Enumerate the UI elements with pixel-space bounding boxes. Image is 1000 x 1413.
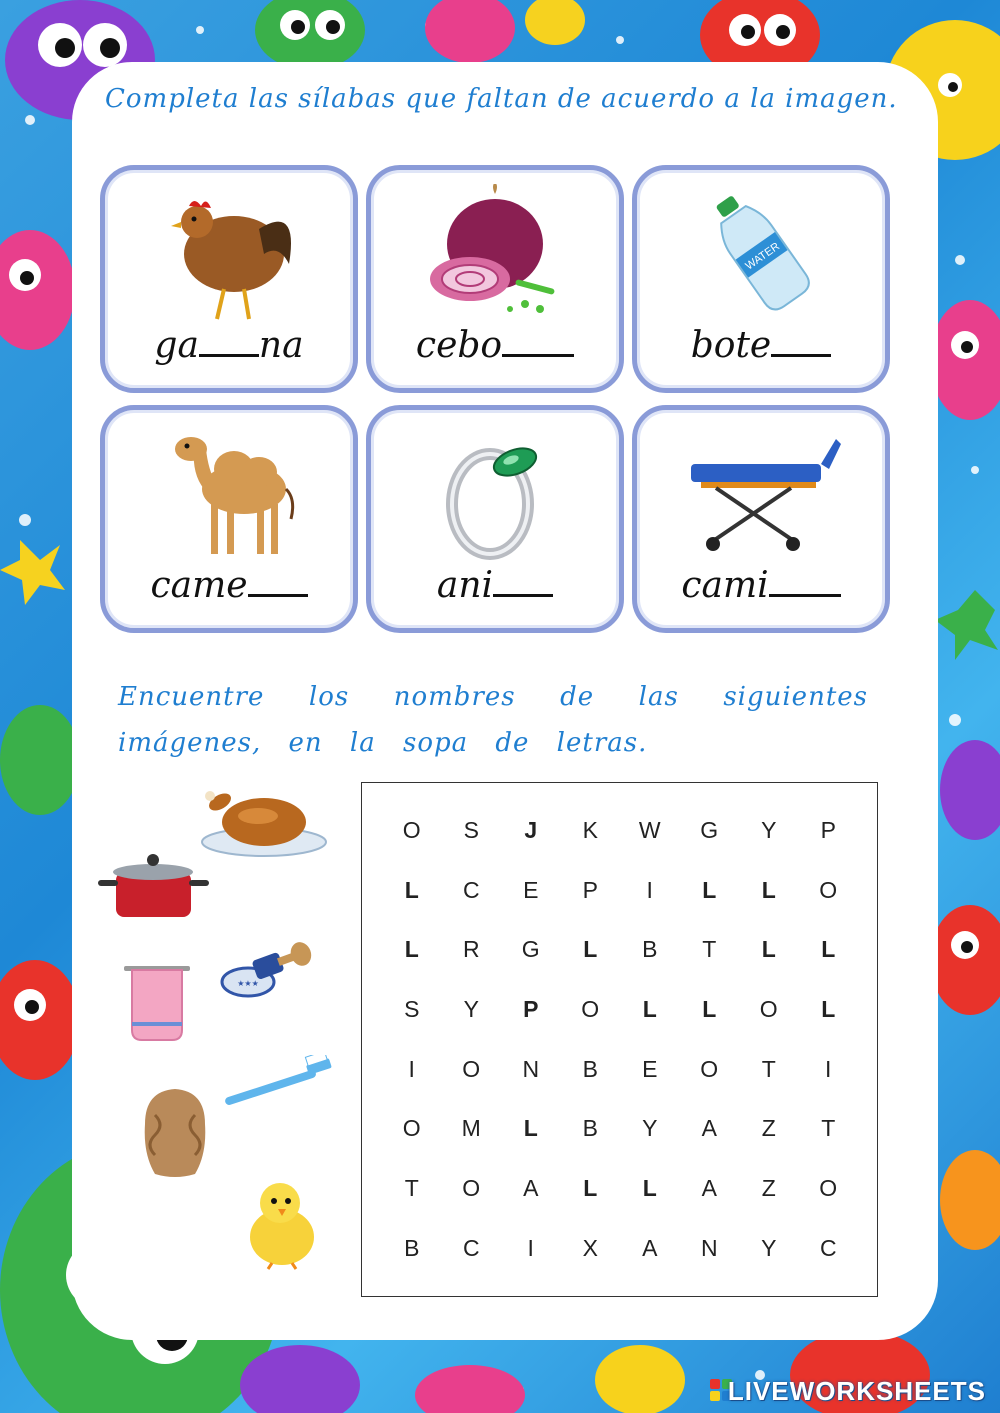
- grid-letter[interactable]: L: [821, 996, 836, 1023]
- syllable-before: cebo: [415, 325, 503, 366]
- grid-letter[interactable]: E: [642, 1055, 658, 1082]
- card-onion: [366, 165, 624, 393]
- grid-letter[interactable]: L: [404, 936, 419, 963]
- grid-letter[interactable]: N: [700, 1234, 718, 1261]
- onion-icon: [415, 184, 575, 324]
- grid-letter[interactable]: L: [761, 876, 776, 903]
- syllable-before: came: [150, 565, 248, 606]
- grid-letter[interactable]: A: [701, 1175, 717, 1202]
- card-word-stretcher: [637, 565, 885, 606]
- card-ring: [366, 405, 624, 633]
- grid-letter[interactable]: L: [702, 996, 717, 1023]
- grid-letter[interactable]: E: [523, 876, 539, 903]
- grid-letter[interactable]: L: [702, 876, 717, 903]
- grid-letter[interactable]: A: [523, 1175, 539, 1202]
- grid-letter[interactable]: N: [522, 1055, 540, 1082]
- grid-letter[interactable]: G: [700, 817, 719, 843]
- syllable-before: cami: [681, 565, 769, 606]
- grid-letter[interactable]: C: [462, 1234, 480, 1261]
- cooking-pot-icon: [96, 852, 211, 922]
- grid-letter[interactable]: O: [581, 996, 600, 1023]
- toothbrush-icon: [218, 1055, 338, 1110]
- grid-letter[interactable]: I: [527, 1234, 534, 1261]
- grid-letter[interactable]: L: [642, 1175, 657, 1202]
- stretcher-icon: [681, 424, 841, 564]
- grid-letter[interactable]: A: [642, 1234, 658, 1261]
- grid-letter[interactable]: I: [825, 1055, 832, 1082]
- grid-letter[interactable]: O: [462, 1175, 481, 1202]
- grid-letter[interactable]: L: [583, 1175, 598, 1202]
- card-hen: [100, 165, 358, 393]
- grid-letter[interactable]: T: [821, 1115, 836, 1142]
- grid-letter[interactable]: J: [524, 817, 538, 843]
- grid-letter[interactable]: C: [462, 876, 480, 903]
- hen-icon: [149, 184, 309, 324]
- grid-letter[interactable]: M: [461, 1115, 481, 1142]
- grid-letter[interactable]: Z: [761, 1115, 776, 1142]
- grid-letter[interactable]: B: [642, 936, 658, 963]
- towel-icon: [122, 962, 192, 1044]
- card-camel: [100, 405, 358, 633]
- grid-letter[interactable]: L: [821, 936, 836, 963]
- grid-letter[interactable]: O: [819, 1175, 838, 1202]
- grid-letter[interactable]: O: [819, 876, 838, 903]
- grid-letter[interactable]: B: [582, 1055, 598, 1082]
- grid-letter[interactable]: L: [583, 936, 598, 963]
- grid-letter[interactable]: S: [404, 996, 420, 1023]
- grid-letter[interactable]: Y: [761, 1234, 777, 1261]
- svg-text:WATER: WATER: [743, 240, 782, 273]
- grid-letter[interactable]: O: [462, 1055, 481, 1082]
- answer-blank[interactable]: [502, 327, 574, 357]
- card-word-bottle: [637, 325, 885, 366]
- instruction-complete-syllables: Completa las sílabas que faltan de acuerdo a la imagen.: [105, 84, 898, 114]
- grid-letter[interactable]: O: [402, 817, 421, 843]
- watermark: LIVEWORKSHEETS: [727, 1376, 986, 1406]
- answer-blank[interactable]: [771, 327, 831, 357]
- card-word-camel: [105, 565, 353, 606]
- grid-letter[interactable]: B: [404, 1234, 420, 1261]
- chick-icon: [240, 1175, 320, 1270]
- card-stretcher: [632, 405, 890, 633]
- grid-letter[interactable]: R: [462, 936, 480, 963]
- grid-letter[interactable]: W: [638, 817, 661, 843]
- syllable-after: na: [258, 325, 304, 366]
- grid-letter[interactable]: T: [702, 936, 717, 963]
- grid-letter[interactable]: L: [523, 1115, 538, 1142]
- card-word-hen: [105, 325, 353, 366]
- instruction-word-search: Encuentre los nombres de las siguientes imágenes, en la sopa de letras.: [118, 682, 868, 758]
- grid-letter[interactable]: L: [761, 936, 776, 963]
- grid-letter[interactable]: O: [759, 996, 778, 1023]
- card-word-onion: [371, 325, 619, 366]
- grid-letter[interactable]: P: [523, 996, 539, 1023]
- grid-letter[interactable]: O: [700, 1055, 719, 1082]
- grid-letter[interactable]: X: [582, 1234, 598, 1261]
- hair-curls-icon: [140, 1085, 210, 1180]
- grid-letter[interactable]: C: [819, 1234, 837, 1261]
- grid-letter[interactable]: Y: [761, 817, 777, 843]
- ring-icon: [415, 424, 575, 564]
- camel-icon: [149, 424, 309, 564]
- grid-letter[interactable]: Y: [642, 1115, 658, 1142]
- grid-letter[interactable]: B: [582, 1115, 598, 1142]
- roast-chicken-icon: [200, 780, 328, 860]
- grid-letter[interactable]: Z: [761, 1175, 776, 1202]
- grid-letter[interactable]: I: [646, 876, 653, 903]
- card-word-ring: [371, 565, 619, 606]
- grid-letter[interactable]: G: [521, 936, 540, 963]
- grid-letter[interactable]: A: [701, 1115, 717, 1142]
- grid-letter[interactable]: K: [582, 817, 598, 843]
- grid-letter[interactable]: L: [404, 876, 419, 903]
- grid-letter[interactable]: T: [404, 1175, 419, 1202]
- grid-letter[interactable]: T: [761, 1055, 776, 1082]
- grid-letter[interactable]: O: [402, 1115, 421, 1142]
- answer-blank[interactable]: [199, 327, 259, 357]
- card-bottle: [632, 165, 890, 393]
- svg-text:★★★: ★★★: [237, 979, 259, 988]
- answer-blank[interactable]: [493, 567, 553, 597]
- syllable-before: bote: [690, 325, 772, 366]
- grid-letter[interactable]: S: [463, 817, 479, 843]
- water-bottle-icon: [681, 184, 841, 324]
- syllable-before: ani: [436, 565, 494, 606]
- answer-blank[interactable]: [248, 567, 308, 597]
- grid-letter[interactable]: Y: [463, 996, 479, 1023]
- grid-letter[interactable]: P: [820, 817, 836, 843]
- grid-letter[interactable]: I: [408, 1055, 415, 1082]
- rubber-stamp-icon: [218, 932, 313, 1002]
- syllable-before: ga: [154, 325, 199, 366]
- word-search: [361, 782, 878, 1297]
- grid-letter[interactable]: L: [642, 996, 657, 1023]
- grid-letter[interactable]: P: [582, 876, 598, 903]
- word-search-grid: [382, 801, 858, 1279]
- answer-blank[interactable]: [769, 567, 841, 597]
